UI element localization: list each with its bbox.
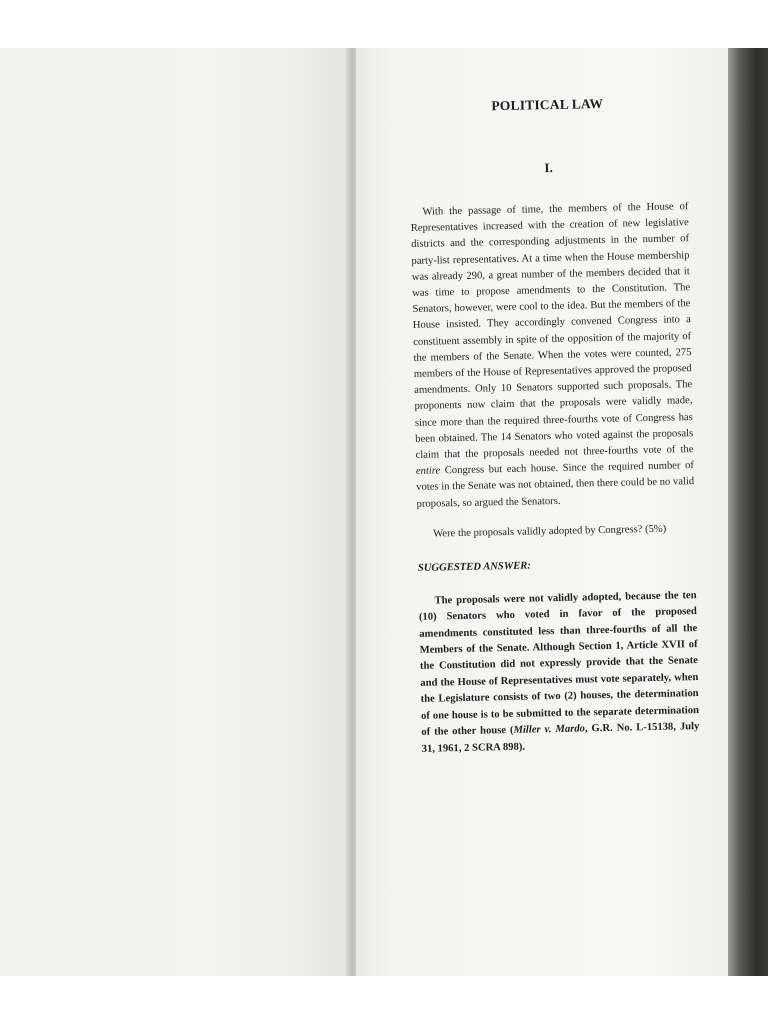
left-blank-page: [0, 48, 350, 978]
answer-paragraph: [418, 588, 699, 758]
question-emphasis: entire: [415, 465, 441, 478]
running-head: POLITICAL LAW: [491, 95, 604, 114]
page-text-block: [408, 88, 703, 914]
question-paragraph: [410, 199, 694, 513]
answer-case-citation: Miller v. Mardo: [513, 723, 586, 737]
question-text-part1: With the passage of time, the members of the House of Representatives increased with the creation of new legislative districts and the corresponding adjustments in the number of party-list representatives. At a time when the House membership was already 290, a great number of the members decided that it was time to propose amendments to the Constitution. The Senators, however, were cool to the idea. But the members of the House insisted. They accordingly convened Congress into a constituent assembly in spite of the opposition of the majority of the members of the Senate. When the votes were counted, 275 members of the House of Representatives approved the proposed amendments. Only 10 Senators supported such proposals. The proponents now claim that the proposals were validly made, since more than the required three-fourths vote of Congress has been obtained. The 14 Senators who voted against the proposals claim that the proposals needed not three-fourths vote of the: [410, 201, 694, 461]
answer-text-part1: The proposals were not validly adopted, because the ten (10) Senators who voted in favor of the proposed amendments constituted less than three-fourths of all the Members of the Senate. Although Section 1, Article XVII of the Constitution did not expressly provide that the Senate and the House of Representatives must vote separately, when the Legislature consists of two (2) houses, the determination of one house is to be submitted to the separate determination of the other house (: [418, 589, 700, 738]
answer-text-part2: , G.R. No. L-15138, July 31, 1961, 2 SCRA 898).: [421, 721, 700, 755]
section-numeral: I.: [544, 159, 553, 176]
question-query: Were the proposals validly adopted by Congress? (5%): [433, 523, 667, 540]
page-edge-shadow: [728, 48, 768, 978]
question-text-part2: Congress but each house. Since the required number of votes in the Senate was not obtained, then there could be no valid proposals, so argued the Senators.: [416, 460, 695, 510]
answer-heading: SUGGESTED ANSWER:: [417, 560, 531, 574]
scan-bottom-margin: [0, 976, 768, 1024]
